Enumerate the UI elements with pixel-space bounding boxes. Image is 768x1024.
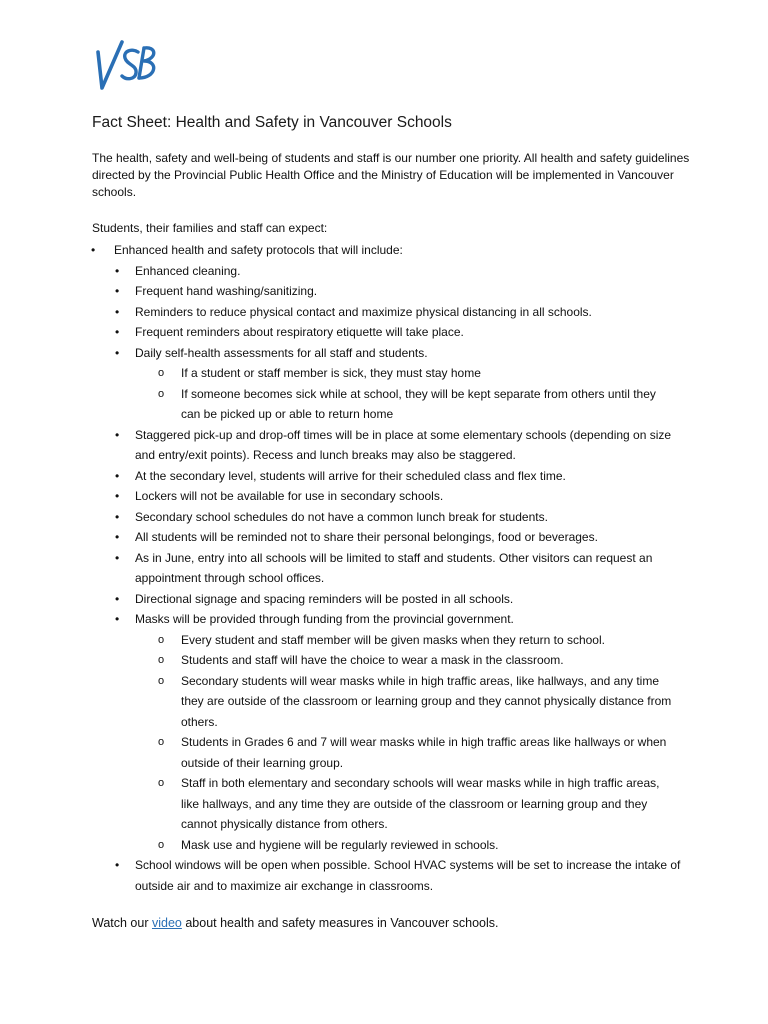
bullet-icon: • [115,509,120,524]
list-item-level-3 [0,773,768,835]
list-item-text: As in June, entry into all schools will be limited to staff and students. Other visitors can request an appointment through school offices. [135,550,653,585]
list-item-level-2 [0,527,768,548]
list-item-level-1 [0,240,768,261]
intro-paragraph: The health, safety and well-being of students and staff is our number one priority. All health and safety guidelines directed by the Provincial Public Health Office and the Ministry of Education will be implemented in Vancouver schools. [92,151,690,199]
list-item-level-2 [0,261,768,282]
list-item-level-2 [0,281,768,302]
list-item-text: Daily self-health assessments for all staff and students. [135,345,428,360]
bullet-icon: • [115,858,120,872]
list-item-level-3 [0,732,768,773]
bullet-icon: • [115,427,120,442]
circle-bullet-icon: o [158,838,165,851]
bullet-icon: • [115,304,120,319]
bullet-icon: • [115,550,120,565]
circle-bullet-icon: o [158,633,165,646]
list-item-text: Masks will be provided through funding from the provincial government. [135,612,514,626]
bullet-icon: • [115,284,120,298]
list-item-text: Every student and staff member will be given masks when they return to school. [181,632,605,647]
list-item-level-2 [0,589,768,610]
list-item-level-2 [0,425,768,466]
list-item-text: Mask use and hygiene will be regularly reviewed in schools. [181,837,499,852]
list-item-level-2 [0,466,768,487]
list-item-level-3 [0,630,768,651]
video-link[interactable]: video [151,916,182,930]
list-item-text: Enhanced health and safety protocols that will include: [114,243,403,257]
list-item-text: If a student or staff member is sick, they must stay home [181,366,481,380]
list-item-level-2 [0,507,768,528]
bullet-icon: • [115,468,120,483]
list-item-text: Staggered pick-up and drop-off times will be in place at some elementary schools (depending on size and entry/exit points). Recess and lunch breaks may also be staggered. [135,427,672,462]
list-item-text: Frequent hand washing/sanitizing. [135,284,318,298]
bullet-icon: • [115,345,120,360]
list-item-text: Directional signage and spacing reminders will be posted in all schools. [135,591,514,606]
circle-bullet-icon: o [158,736,165,748]
list-item-level-3 [0,384,768,425]
list-item-text: Enhanced cleaning. [135,263,241,278]
list-item-level-2 [0,609,768,630]
list-item-text: At the secondary level, students will arrive for their scheduled class and flex time. [135,468,566,483]
bullet-icon: • [115,489,120,503]
list-item-level-2 [0,343,768,364]
circle-bullet-icon: o [158,387,165,400]
list-item-level-3 [0,650,768,671]
bullet-icon: • [115,591,120,606]
list-item-level-2 [0,855,768,896]
expect-heading: Students, their families and staff can expect: [92,221,328,235]
list-item-text: All students will be reminded not to share their personal belongings, food or beverages. [135,530,598,544]
list-item-level-3 [0,363,768,384]
list-item-text: School windows will be open when possible. School HVAC systems will be set to increase the intake of outside air and to maximize air exchange in classrooms. [135,858,681,893]
list-item-level-2 [0,548,768,589]
bullet-icon: • [115,530,120,544]
list-item-text: Students and staff will have the choice to wear a mask in the classroom. [181,653,564,667]
list-item-level-3 [0,835,768,856]
vsb-logo [92,30,162,94]
footer-line [92,914,499,932]
list-item-text: Secondary school schedules do not have a common lunch break for students. [135,509,548,524]
list-item-level-3 [0,671,768,733]
circle-bullet-icon: o [158,674,165,687]
list-item-text: Reminders to reduce physical contact and maximize physical distancing in all schools. [135,304,592,319]
bullet-icon: • [115,263,120,278]
list-item-level-2 [0,302,768,323]
bullet-icon: • [115,325,120,339]
list-item-text: Students in Grades 6 and 7 will wear masks while in high traffic areas like hallways or when outside of their learning group. [181,735,667,770]
list-item-level-2 [0,486,768,507]
circle-bullet-icon: o [158,654,165,666]
circle-bullet-icon: o [158,777,165,789]
bullet-icon: • [91,243,96,257]
list-item-level-2 [0,322,768,343]
circle-bullet-icon: o [158,367,165,379]
list-item-text: Frequent reminders about respiratory etiquette will take place. [135,325,464,339]
bullet-icon: • [115,612,120,626]
list-item-text: If someone becomes sick while at school, they will be kept separate from others until they can be picked up or able to return home [181,386,656,421]
footer-text-before: Watch our [92,916,152,930]
footer-text-after: about health and safety measures in Vancouver schools. [181,916,499,930]
protocol-list [0,240,768,896]
list-item-text: Staff in both elementary and secondary schools will wear masks while in high traffic areas, like hallways, and any time they are outside of the classroom or learning group and they cannot physically distance from others. [181,776,660,831]
page-title: Fact Sheet: Health and Safety in Vancouver Schools [92,114,452,131]
list-item-text: Secondary students will wear masks while in high traffic areas, like hallways, and any time they are outside of the classroom or learning group and they cannot physically distance from others. [181,673,672,729]
list-item-text: Lockers will not be available for use in secondary schools. [135,489,444,503]
